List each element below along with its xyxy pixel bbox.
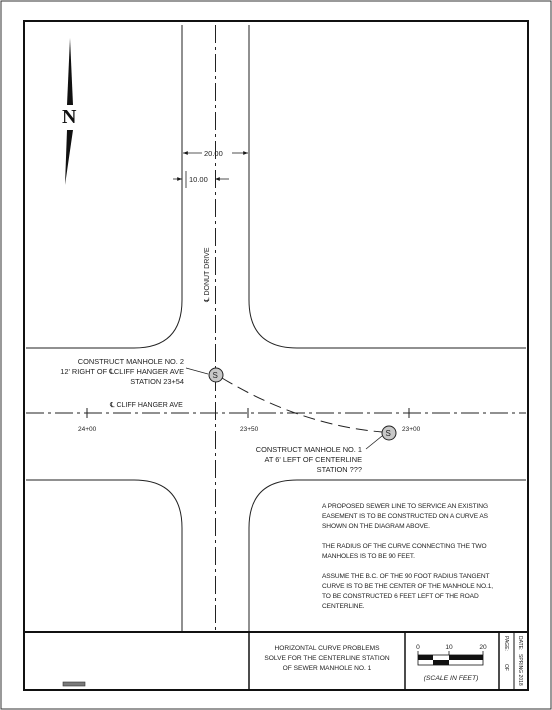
svg-text:SOLVE FOR THE CENTERLINE STATI: SOLVE FOR THE CENTERLINE STATION — [264, 655, 390, 662]
manhole-2-callout — [60, 357, 184, 386]
page-label: PAGE: — [503, 636, 509, 651]
page-value: OF — [503, 664, 509, 671]
dimension-20-label: 20.00 — [204, 149, 223, 158]
station-24-00: 24+00 — [78, 426, 97, 433]
road-edges — [26, 25, 526, 632]
svg-text:12' RIGHT OF ℄CLIFF HANGER AVE: 12' RIGHT OF ℄CLIFF HANGER AVE — [60, 367, 184, 376]
note-2: THE RADIUS OF THE CURVE CONNECTING THE TWO MANHOLES IS TO BE 90 FEET. — [322, 543, 487, 560]
sewer-line-curve — [222, 378, 382, 432]
note-3: ASSUME THE B.C. OF THE 90 FOOT RADIUS TANGENT CURVE IS TO BE THE CENTER OF THE MANHOLE NO.1, TO BE CONSTRUCTED 6 FEET LEFT OF THE ROAD CENTERLINE. — [322, 573, 494, 610]
scale-bar — [416, 644, 487, 682]
date-label: DATE: — [517, 636, 523, 651]
manhole-2-icon — [209, 368, 223, 382]
station-23-00: 23+00 — [402, 426, 421, 433]
north-arrow-icon — [62, 38, 77, 185]
svg-text:S: S — [385, 429, 391, 438]
svg-text:CONSTRUCT MANHOLE NO. 1: CONSTRUCT MANHOLE NO. 1 — [255, 445, 362, 454]
cliff-hanger-label: ℄ CLIFF HANGER AVE — [110, 402, 183, 409]
note-1: A PROPOSED SEWER LINE TO SERVICE AN EXISTING EASEMENT IS TO BE CONSTRUCTED ON A CURVE AS SHOWN ON THE DIAGRAM ABOVE. — [322, 503, 488, 530]
dimension-10-label: 10.00 — [189, 175, 208, 184]
manhole-1-callout — [256, 445, 362, 474]
svg-text:10: 10 — [445, 644, 453, 651]
scale-caption: (SCALE IN FEET) — [423, 675, 479, 682]
date-value: SPRING 2018 — [517, 654, 523, 686]
dimension-10 — [173, 171, 229, 188]
svg-text:HORIZONTAL CURVE PROBLEMS: HORIZONTAL CURVE PROBLEMS — [274, 645, 380, 652]
centerlines — [26, 25, 526, 632]
title-block-title — [264, 645, 389, 672]
north-letter: N — [62, 106, 77, 128]
station-23-50: 23+50 — [240, 426, 259, 433]
svg-text:S: S — [212, 371, 218, 380]
svg-text:STATION ???: STATION ??? — [316, 465, 362, 474]
manhole-1-icon — [382, 426, 396, 440]
svg-text:20: 20 — [479, 644, 487, 651]
svg-text:OF SEWER MANHOLE NO. 1: OF SEWER MANHOLE NO. 1 — [282, 665, 372, 672]
dimension-20 — [183, 149, 248, 158]
svg-text:CONSTRUCT MANHOLE NO. 2: CONSTRUCT MANHOLE NO. 2 — [77, 357, 184, 366]
svg-text:0: 0 — [416, 644, 420, 651]
donut-drive-label: ℄ DONUT DRIVE — [204, 247, 211, 302]
svg-text:AT 6' LEFT OF CENTERLINE: AT 6' LEFT OF CENTERLINE — [264, 455, 362, 464]
svg-text:STATION 23+54: STATION 23+54 — [130, 377, 184, 386]
manhole-2-leader — [186, 368, 208, 374]
manhole-1-leader — [366, 436, 382, 449]
title-block-logo — [63, 682, 85, 686]
